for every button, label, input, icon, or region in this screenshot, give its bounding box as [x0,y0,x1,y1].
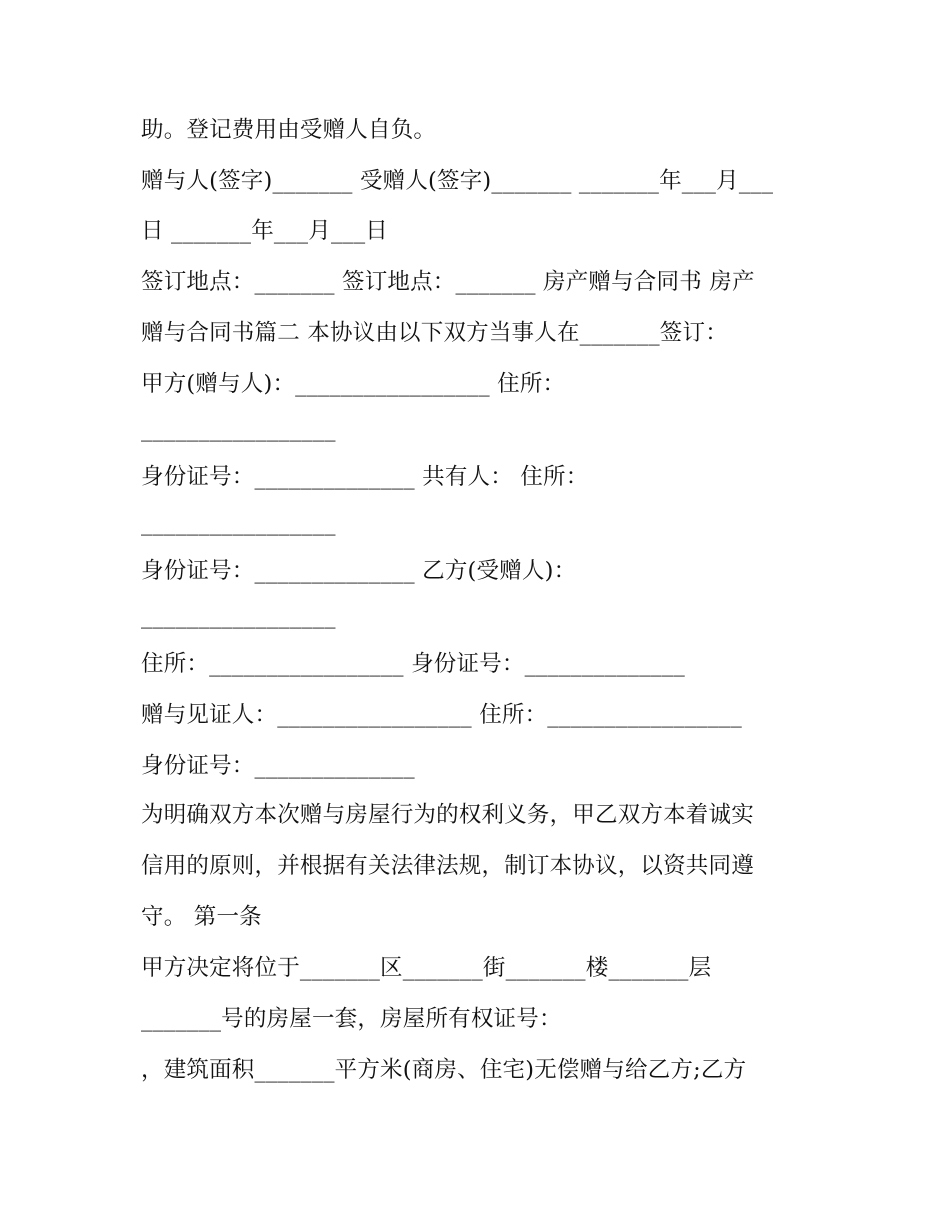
text-line-6: 甲方(赠与人)：_________________ 住所： [141,371,566,397]
text-line-11: _________________ [141,603,336,629]
text-line-19: _______号的房屋一套，房屋所有权证号： [141,1006,562,1032]
text-line-5: 赠与合同书篇二 本协议由以下双方当事人在_______签订： [141,320,728,346]
text-line-3: 日 _______年___月___日 [141,218,389,244]
text-line-1: 助。登记费用由受赠人自负。 [141,117,437,143]
text-line-15: 为明确双方本次赠与房屋行为的权利义务，甲乙双方本着诚实 [141,802,754,828]
text-line-12: 住所：_________________ 身份证号：______________ [141,651,685,677]
text-line-20: ，建筑面积_______平方米(商房、住宅)无偿赠与给乙方;乙方 [141,1057,747,1083]
text-line-18: 甲方决定将位于_______区_______街_______楼_______层 [141,955,712,981]
text-line-9: _________________ [141,510,336,536]
text-line-2: 赠与人(签字)_______ 受赠人(签字)_______ _______年___月___ [141,168,774,194]
text-line-13: 赠与见证人：_________________ 住所：_________________ [141,702,742,728]
text-line-10: 身份证号：______________ 乙方(受赠人)： [141,558,577,584]
text-line-14: 身份证号：______________ [141,753,415,779]
text-line-7: _________________ [141,416,336,442]
text-line-17: 守。 第一条 [141,904,262,930]
text-line-8: 身份证号：______________ 共有人： 住所： [141,464,589,490]
text-line-16: 信用的原则，并根据有关法律法规，制订本协议，以资共同遵 [141,853,754,879]
text-line-4: 签订地点：_______ 签订地点：_______ 房产赠与合同书 房产 [141,269,755,295]
